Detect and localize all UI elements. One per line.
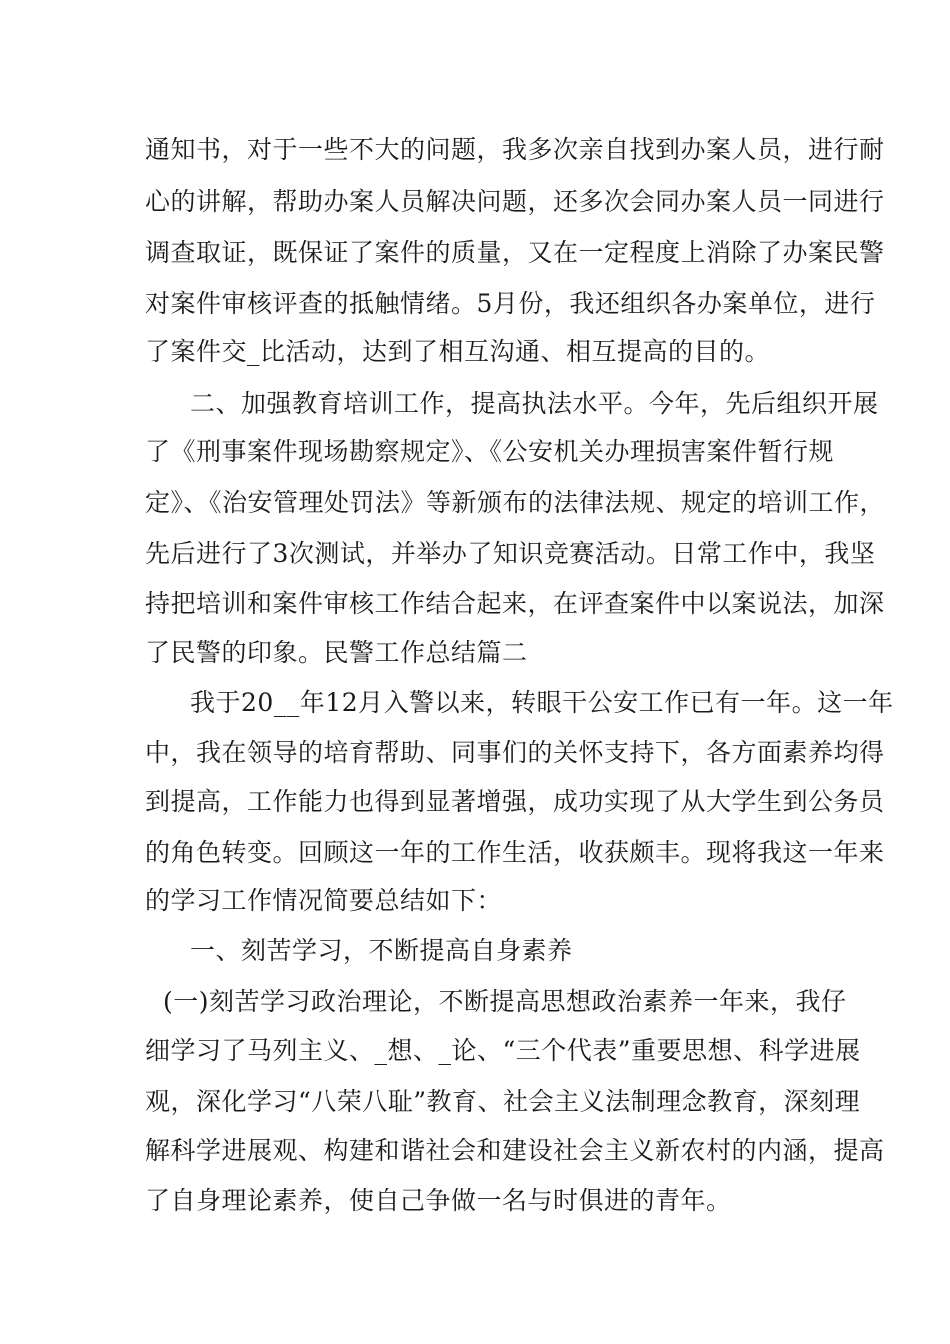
text-line-13: 中，我在领导的培育帮助、同事们的关怀支持下，各方面素养均得: [145, 738, 885, 767]
subsection-heading-1: (一)刻苦学习政治理论，不断提高思想政治素养一年来，我仔: [163, 987, 847, 1016]
text-line-16: 的学习工作情况简要总结如下：: [145, 886, 503, 915]
text-line-7: 了《刑事案件现场勘察规定》、《公安机关办理损害案件暂行规: [145, 437, 835, 466]
text-line-21: 解科学进展观、构建和谐社会和建设社会主义新农村的内涵，提高: [145, 1136, 885, 1165]
text-line-19: 细学习了马列主义、_想、_论、“三个代表”重要思想、科学进展: [145, 1036, 861, 1065]
section-heading-1: 一、刻苦学习，不断提高自身素养: [190, 936, 573, 965]
text-line-8: 定》、《治安管理处罚法》等新颁布的法律法规、规定的培训工作，: [145, 488, 886, 517]
text-line-15: 的角色转变。回顾这一年的工作生活，收获颇丰。现将我这一年来: [145, 838, 885, 867]
text-line-11: 了民警的印象。民警工作总结篇二: [145, 638, 528, 667]
text-line-22: 了自身理论素养，使自己争做一名与时俱进的青年。: [145, 1186, 732, 1215]
text-line-9: 先后进行了3次测试，并举办了知识竞赛活动。日常工作中，我坚: [145, 539, 876, 568]
text-line-1: 通知书，对于一些不大的问题，我多次亲自找到办案人员，进行耐: [145, 135, 885, 164]
text-line-10: 持把培训和案件审核工作结合起来，在评查案件中以案说法，加深: [145, 589, 885, 618]
text-line-2: 心的讲解，帮助办案人员解决问题，还多次会同办案人员一同进行: [145, 187, 885, 216]
text-line-5: 了案件交_比活动，达到了相互沟通、相互提高的目的。: [145, 337, 771, 366]
paragraph-heading-2: 二、加强教育培训工作，提高执法水平。今年，先后组织开展: [190, 389, 879, 418]
paragraph-start-3: 我于20__年12月入警以来，转眼干公安工作已有一年。这一年: [190, 688, 894, 717]
text-line-20: 观，深化学习“八荣八耻”教育、社会主义法制理念教育，深刻理: [145, 1087, 861, 1116]
text-line-14: 到提高，工作能力也得到显著增强，成功实现了从大学生到公务员: [145, 787, 885, 816]
text-line-4: 对案件审核评查的抵触情绪。5月份，我还组织各办案单位，进行: [145, 289, 876, 318]
text-line-3: 调查取证，既保证了案件的质量，又在一定程度上消除了办案民警: [145, 238, 885, 267]
